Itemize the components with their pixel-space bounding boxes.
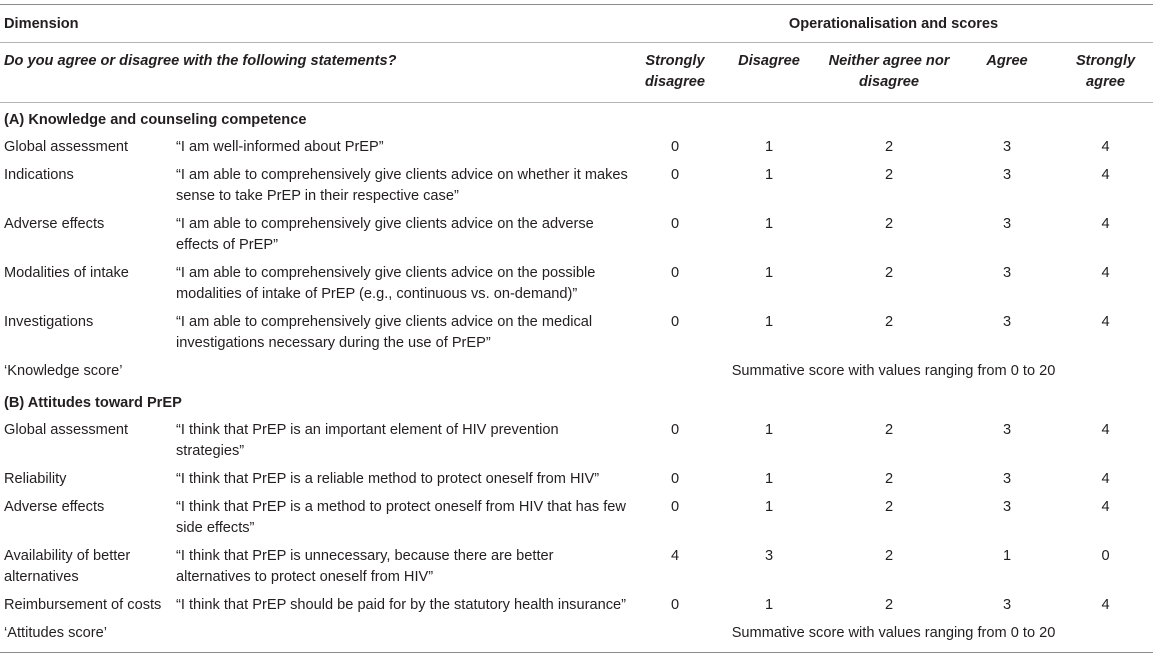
- header-row: [0, 5, 1153, 43]
- score-cell: 3: [1002, 499, 1012, 515]
- score-cell: 4: [1101, 597, 1110, 613]
- score-cell: 2: [884, 265, 894, 281]
- score-cell: 0: [670, 499, 680, 515]
- score-cell: 3: [764, 548, 774, 564]
- summary-text: Summative score with values ranging from 0 to 20: [634, 620, 1153, 653]
- summary-text: Summative score with values ranging from 0 to 20: [731, 363, 1056, 379]
- score-cell: 1: [764, 422, 774, 438]
- table-body: [0, 103, 1153, 653]
- operationalisation-header: Operationalisation and scores: [634, 5, 1153, 43]
- score-cell: 3: [1002, 265, 1012, 281]
- score-cell: 1: [764, 471, 774, 487]
- statement-cell: “I am able to comprehensively give clients advice on whether it makes sense to take PrEP in their respective case”: [176, 167, 628, 204]
- score-cell: 3: [1002, 471, 1012, 487]
- prep-score-table: [0, 4, 1153, 653]
- score-cell: 1: [764, 265, 774, 281]
- dimension-cell: Indications: [4, 167, 74, 183]
- score-cell: 2: [884, 499, 894, 515]
- question-header: Do you agree or disagree with the following statements?: [0, 43, 634, 103]
- section-title: (B) Attitudes toward PrEP: [4, 395, 182, 411]
- score-cell: 3: [1002, 314, 1012, 330]
- statement-cell: “I am well-informed about PrEP”: [176, 139, 384, 155]
- score-cell: 4: [1101, 216, 1110, 232]
- scale-strongly-disagree: Strongly disagree: [634, 43, 716, 103]
- dimension-cell: Investigations: [4, 314, 94, 330]
- scale-strongly-agree: Strongly agree: [1058, 43, 1153, 103]
- summary-spacer: [172, 620, 634, 653]
- score-cell: 0: [670, 471, 680, 487]
- score-cell: 2: [884, 548, 894, 564]
- statement-cell: “I think that PrEP should be paid for by the statutory health insurance”: [176, 597, 626, 613]
- score-cell: 2: [884, 139, 894, 155]
- score-cell: 0: [670, 422, 680, 438]
- section-title-row: [0, 103, 1153, 135]
- scale-agree: Agree: [956, 43, 1058, 103]
- table-row: [0, 211, 1153, 260]
- table-row: [0, 466, 1153, 494]
- score-cell: 2: [884, 422, 894, 438]
- statement-cell: “I think that PrEP is an important element of HIV prevention strategies”: [176, 422, 559, 459]
- score-cell: 4: [1101, 499, 1110, 515]
- dimension-cell: Reimbursement of costs: [4, 597, 162, 613]
- score-cell: 0: [670, 265, 680, 281]
- score-cell: 1: [764, 499, 774, 515]
- dimension-cell: Global assessment: [4, 139, 129, 155]
- score-cell: 4: [1101, 314, 1110, 330]
- section-title-row: [0, 386, 1153, 417]
- score-cell: 4: [1101, 167, 1110, 183]
- dimension-cell: Modalities of intake: [4, 265, 129, 281]
- score-cell: 0: [670, 216, 680, 232]
- statement-cell: “I think that PrEP is a reliable method to protect oneself from HIV”: [176, 471, 600, 487]
- table-row: [0, 309, 1153, 358]
- table-row: [0, 494, 1153, 543]
- dimension-cell: Adverse effects: [4, 216, 105, 232]
- table-row: [0, 134, 1153, 162]
- score-cell: 3: [1002, 422, 1012, 438]
- dimension-cell: Availability of better alternatives: [4, 548, 131, 585]
- score-cell: 1: [764, 167, 774, 183]
- dimension-cell: Reliability: [4, 471, 67, 487]
- score-cell: 1: [764, 216, 774, 232]
- table-row: [0, 162, 1153, 211]
- score-cell: 0: [670, 139, 680, 155]
- score-cell: 4: [1101, 422, 1110, 438]
- score-cell: 0: [1101, 548, 1110, 564]
- dimension-cell: Adverse effects: [4, 499, 105, 515]
- summary-label: ‘Attitudes score’: [0, 620, 172, 653]
- section-title: (A) Knowledge and counseling competence: [4, 112, 307, 128]
- score-cell: 2: [884, 597, 894, 613]
- summary-row: [0, 620, 1153, 653]
- statement-cell: “I think that PrEP is a method to protect oneself from HIV that has few side effects”: [176, 499, 626, 536]
- summary-spacer: [172, 358, 634, 386]
- score-cell: 2: [884, 216, 894, 232]
- score-cell: 0: [670, 167, 680, 183]
- statement-cell: “I think that PrEP is unnecessary, because there are better alternatives to protect oneself from HIV”: [176, 548, 554, 585]
- table-row: [0, 592, 1153, 620]
- dimension-header: Dimension: [0, 5, 172, 43]
- score-cell: 1: [764, 139, 774, 155]
- score-cell: 0: [670, 314, 680, 330]
- table-row: [0, 543, 1153, 592]
- header-spacer: [172, 5, 634, 43]
- score-cell: 1: [764, 597, 774, 613]
- score-cell: 3: [1002, 167, 1012, 183]
- score-cell: 2: [884, 471, 894, 487]
- dimension-cell: Global assessment: [4, 422, 129, 438]
- table-row: [0, 417, 1153, 466]
- table-row: [0, 260, 1153, 309]
- score-cell: 3: [1002, 216, 1012, 232]
- score-cell: 4: [1101, 265, 1110, 281]
- summary-label: ‘Knowledge score’: [4, 363, 123, 379]
- score-cell: 2: [884, 314, 894, 330]
- score-cell: 0: [670, 597, 680, 613]
- score-cell: 1: [1002, 548, 1012, 564]
- scale-disagree: Disagree: [716, 43, 822, 103]
- score-cell: 4: [670, 548, 680, 564]
- score-cell: 1: [764, 314, 774, 330]
- score-cell: 2: [884, 167, 894, 183]
- summary-row: [0, 358, 1153, 386]
- statement-cell: “I am able to comprehensively give clients advice on the medical investigations necessary during the use of PrEP”: [176, 314, 593, 351]
- question-row: [0, 43, 1153, 103]
- statement-cell: “I am able to comprehensively give clients advice on the possible modalities of intake of PrEP (e.g., continuous vs. on-demand)”: [176, 265, 596, 302]
- statement-cell: “I am able to comprehensively give clients advice on the adverse effects of PrEP”: [176, 216, 594, 253]
- score-cell: 4: [1101, 139, 1110, 155]
- score-cell: 4: [1101, 471, 1110, 487]
- score-cell: 3: [1002, 597, 1012, 613]
- score-cell: 3: [1002, 139, 1012, 155]
- scale-neither: Neither agree nor disagree: [822, 43, 956, 103]
